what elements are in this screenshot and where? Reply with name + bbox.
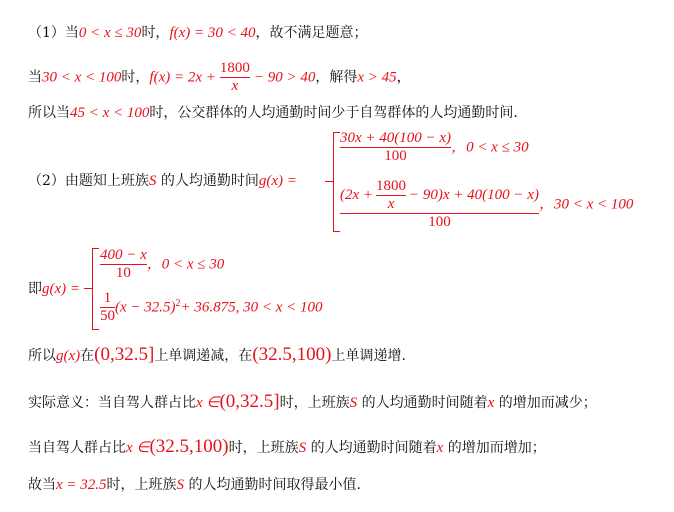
- numerator: [340, 178, 539, 213]
- part2-case-1: [340, 130, 529, 165]
- function-g: g(x) =: [42, 281, 81, 297]
- interval: (0,32.5]: [219, 391, 280, 412]
- denominator: x: [220, 77, 250, 95]
- denominator: 50: [100, 308, 115, 324]
- line-2: [28, 60, 411, 95]
- denominator: 100: [340, 147, 451, 165]
- fraction: [100, 247, 147, 282]
- text: 当自驾人群占比: [28, 440, 126, 456]
- text: 当: [28, 69, 42, 86]
- part2-intro: [28, 172, 297, 190]
- formula: − 90 > 40: [253, 69, 316, 86]
- text: 的人均通勤时间取得最小值.: [184, 477, 361, 493]
- variable-x: x: [436, 440, 444, 456]
- denominator: 10: [100, 264, 147, 282]
- part2-case-2: [340, 178, 633, 231]
- function-g: g(x) =: [258, 173, 297, 189]
- interval-1: (0,32.5]: [94, 344, 155, 365]
- denominator: 100: [340, 213, 539, 231]
- text: 所以当: [28, 105, 70, 121]
- text: 故当: [28, 477, 56, 493]
- text: 时，上班族: [106, 477, 177, 493]
- text: 时，上班族: [279, 395, 350, 411]
- fraction: [100, 290, 115, 325]
- text: ，: [396, 69, 411, 86]
- function-g: g(x): [56, 348, 81, 364]
- conclusion-line: [28, 476, 361, 494]
- formula: f(x) = 2x +: [149, 69, 216, 86]
- inner-fraction: [376, 178, 406, 213]
- condition: 0 < x ≤ 30: [78, 25, 142, 41]
- variable-x: x ∈: [196, 395, 220, 411]
- fraction: [220, 60, 250, 95]
- numerator: 400 − x: [100, 247, 147, 263]
- exponent: 2: [175, 297, 181, 309]
- piecewise-brace: [333, 132, 334, 232]
- text: ，故不满足题意；: [255, 25, 368, 41]
- text: 的增加而增加；: [443, 440, 546, 456]
- text: 时，: [121, 69, 150, 86]
- text: 即: [28, 281, 42, 297]
- monotonicity-line: [28, 346, 406, 365]
- part3-intro: [28, 280, 80, 298]
- text: 的人均通勤时间随着: [306, 440, 437, 456]
- inner-denominator: x: [376, 195, 406, 213]
- inner-numerator: 1800: [376, 178, 407, 194]
- text: 的人均通勤时间随着: [357, 395, 488, 411]
- numerator: 1: [103, 290, 112, 306]
- text: 时，上班族: [228, 440, 299, 456]
- text: 的增加而减少；: [494, 395, 597, 411]
- interval: (32.5,100): [149, 436, 229, 457]
- formula: (x − 32.5): [115, 299, 176, 316]
- line-1: [28, 24, 368, 42]
- piecewise-brace: [92, 248, 93, 330]
- variable-s: S: [349, 395, 358, 411]
- text: ，解得: [315, 69, 358, 86]
- line-3: [28, 104, 518, 122]
- fraction: [340, 130, 451, 165]
- variable-x: x ∈: [126, 440, 150, 456]
- part3-case-2: [100, 290, 323, 325]
- condition: ，30 < x < 100: [538, 196, 634, 213]
- numerator: 1800: [219, 60, 250, 76]
- fraction: [340, 178, 539, 231]
- numerator: 30x + 40(100 − x): [340, 130, 452, 146]
- text: 时，公交群体的人均通勤时间少于自驾群体的人均通勤时间.: [149, 105, 518, 121]
- meaning-line-2: [28, 438, 546, 457]
- variable-s: S: [176, 477, 185, 493]
- interval-2: (32.5,100): [252, 344, 332, 365]
- text: 上单调递增.: [331, 348, 406, 364]
- formula: + 36.875, 30 < x < 100: [180, 299, 323, 316]
- condition: 30 < x < 100: [42, 69, 122, 86]
- text: （2）由题知上班族: [28, 173, 149, 189]
- text: （1）当: [28, 25, 79, 41]
- variable-s: S: [298, 440, 307, 456]
- text: 实际意义：当自驾人群占比: [28, 395, 196, 411]
- variable-x: x: [487, 395, 495, 411]
- text: 的人均通勤时间: [156, 173, 259, 189]
- meaning-line-1: [28, 393, 597, 412]
- text: 所以: [28, 348, 56, 364]
- condition: ，0 < x ≤ 30: [451, 139, 529, 156]
- numerator-b: − 90)x + 40(100 − x): [409, 186, 539, 203]
- condition: ，0 < x ≤ 30: [146, 256, 225, 273]
- result: x > 45: [357, 69, 397, 86]
- numerator-a: (2x +: [340, 186, 374, 203]
- part3-case-1: [100, 247, 224, 282]
- formula: f(x) = 30 < 40: [169, 25, 256, 41]
- condition: 45 < x < 100: [70, 105, 150, 121]
- text: 时，: [141, 25, 170, 41]
- text: 在: [80, 348, 95, 364]
- minimum-point: x = 32.5: [56, 477, 107, 493]
- variable-s: S: [148, 173, 157, 189]
- text: 上单调递减，在: [154, 348, 253, 364]
